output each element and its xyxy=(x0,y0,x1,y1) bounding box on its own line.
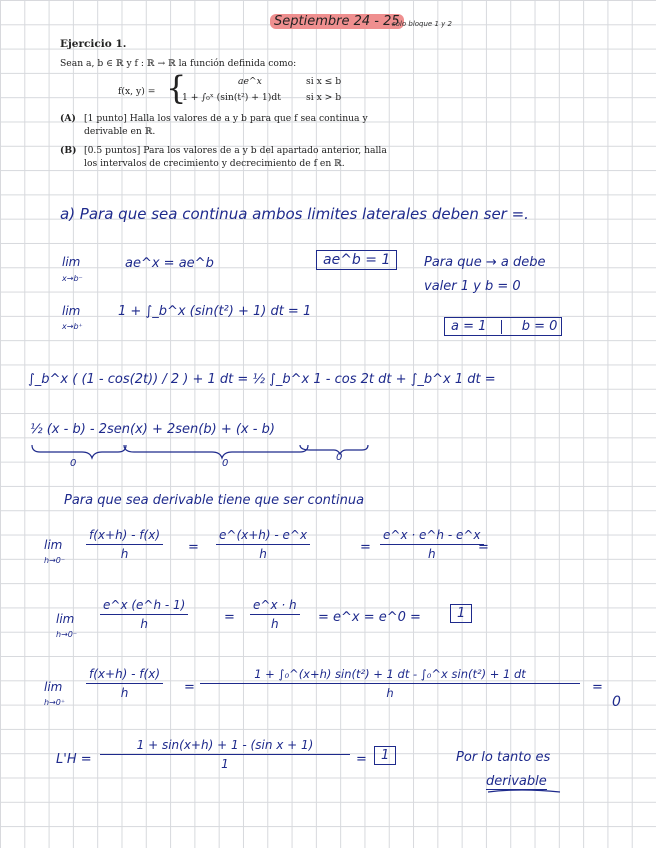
lim2-expr: 1 + ∫_b^x (sin(t²) + 1) dt = 1 xyxy=(118,304,312,319)
lim1-expr: ae^x = ae^b xyxy=(125,256,214,271)
conclusion-line1: Por lo tanto es xyxy=(456,750,551,765)
expand-line: ½ (x - b) - 2sen(x) + 2sen(b) + (x - b) xyxy=(30,422,275,437)
dq3-eq: = xyxy=(184,680,195,695)
partA-line1: [1 punto] Halla los valores de a y b para que f sea continua y xyxy=(84,113,368,124)
boxed-ae-b: ae^b = 1 xyxy=(316,250,397,270)
underbrace-3 xyxy=(300,445,368,454)
lh-den: 1 xyxy=(221,757,229,771)
dq3-r-den: h xyxy=(386,686,394,700)
lim1-label: lim xyxy=(62,255,81,269)
side-note-line2: valer 1 y b = 0 xyxy=(424,279,521,294)
header-note: solo bloque 1 y 2 xyxy=(392,20,452,28)
dq1-tail: = xyxy=(478,540,489,555)
boxed-b: b = 0 xyxy=(521,319,558,334)
dq1-eq: = xyxy=(188,540,199,555)
dq1-lim: lim xyxy=(44,538,63,552)
partA-line2: derivable en ℝ. xyxy=(84,126,156,137)
dq2-num: e^x (e^h - 1) xyxy=(100,598,188,615)
exercise-title: Ejercicio 1. xyxy=(60,38,127,50)
dq2-r-num: e^x · h xyxy=(250,598,300,615)
dq1-num: f(x+h) - f(x) xyxy=(86,528,163,545)
date-highlight: Septiembre 24 - 25 xyxy=(270,14,404,29)
case1-expr: ae^x xyxy=(238,76,262,87)
dq1-den: h xyxy=(120,547,129,561)
partA-label: (A) xyxy=(60,113,76,124)
dq3-den: h xyxy=(120,686,129,700)
dq2-lim: lim xyxy=(56,612,75,626)
dq3-r-num: 1 + ∫₀^(x+h) sin(t²) + 1 dt - ∫₀^x sin(t²) + 1 dt xyxy=(200,667,580,684)
boxed-one-b: 1 xyxy=(374,746,396,765)
function-name: f(x, y) = xyxy=(118,86,156,97)
dq2-r-den: h xyxy=(270,617,279,631)
dq2-sub: h→0⁻ xyxy=(56,630,78,639)
case2-expr: 1 + ∫₀ˣ (sin(t²) + 1)dt xyxy=(182,92,281,103)
lh-label: L'H = xyxy=(56,752,92,767)
partB-label: (B) xyxy=(60,145,77,156)
dq1-r1-den: h xyxy=(259,547,267,561)
dq1-sub: h→0⁻ xyxy=(44,556,66,565)
zero-1: 0 xyxy=(70,458,77,469)
cases-brace: { xyxy=(166,69,187,107)
dq1-eq2: = xyxy=(360,540,371,555)
dq3-lim: lim xyxy=(44,680,63,694)
exercise-statement: Sean a, b ∈ ℝ y f : ℝ → ℝ la función definida como: xyxy=(60,58,297,69)
dq1-r2-den: h xyxy=(427,547,436,561)
case2-cond: si x > b xyxy=(306,92,342,103)
dq1-r1-num: e^(x+h) - e^x xyxy=(216,528,310,545)
lim2-label: lim xyxy=(62,304,81,318)
lim2-sub: x→b⁺ xyxy=(62,322,83,331)
dq1-r2-num: e^x · e^h - e^x xyxy=(380,528,484,545)
lim1-sub: x→b⁻ xyxy=(62,274,83,283)
dq3-num: f(x+h) - f(x) xyxy=(86,667,163,684)
lh-num: 1 + sin(x+h) + 1 - (sin x + 1) xyxy=(100,738,350,755)
partB-line1: [0.5 puntos] Para los valores de a y b del apartado anterior, halla xyxy=(84,145,387,156)
zero-3: 0 xyxy=(336,452,343,463)
dq3-tail: = xyxy=(592,680,603,695)
lh-eq: = xyxy=(356,752,367,767)
dq2-den: h xyxy=(140,617,148,631)
dq2-eq: = xyxy=(224,610,235,625)
boxed-a: a = 1 xyxy=(451,319,487,334)
boxed-one-a: 1 xyxy=(450,604,472,623)
zero-2: 0 xyxy=(222,458,229,469)
side-note-line1: Para que → a debe xyxy=(424,255,546,270)
notes-heading: a) Para que sea continua ambos limites laterales deben ser =. xyxy=(60,205,529,223)
underbrace-2 xyxy=(124,445,308,458)
dq3-sub: h→0⁺ xyxy=(44,698,66,707)
underbrace-1 xyxy=(32,445,126,458)
integral-line: ∫_b^x ( (1 - cos(2t)) / 2 ) + 1 dt = ½ ∫_b^x 1 - cos 2t dt + ∫_b^x 1 dt = xyxy=(28,372,496,387)
double-underline xyxy=(488,790,560,792)
deriv-heading: Para que sea derivable tiene que ser continua xyxy=(64,493,365,508)
case1-cond: si x ≤ b xyxy=(306,76,342,87)
partB-line2: los intervalos de crecimiento y decrecimiento de f en ℝ. xyxy=(84,158,345,169)
dq2-tail: = e^x = e^0 = xyxy=(318,610,421,625)
conclusion-line2: derivable xyxy=(486,774,547,789)
dq3-zero: 0 xyxy=(612,694,621,710)
